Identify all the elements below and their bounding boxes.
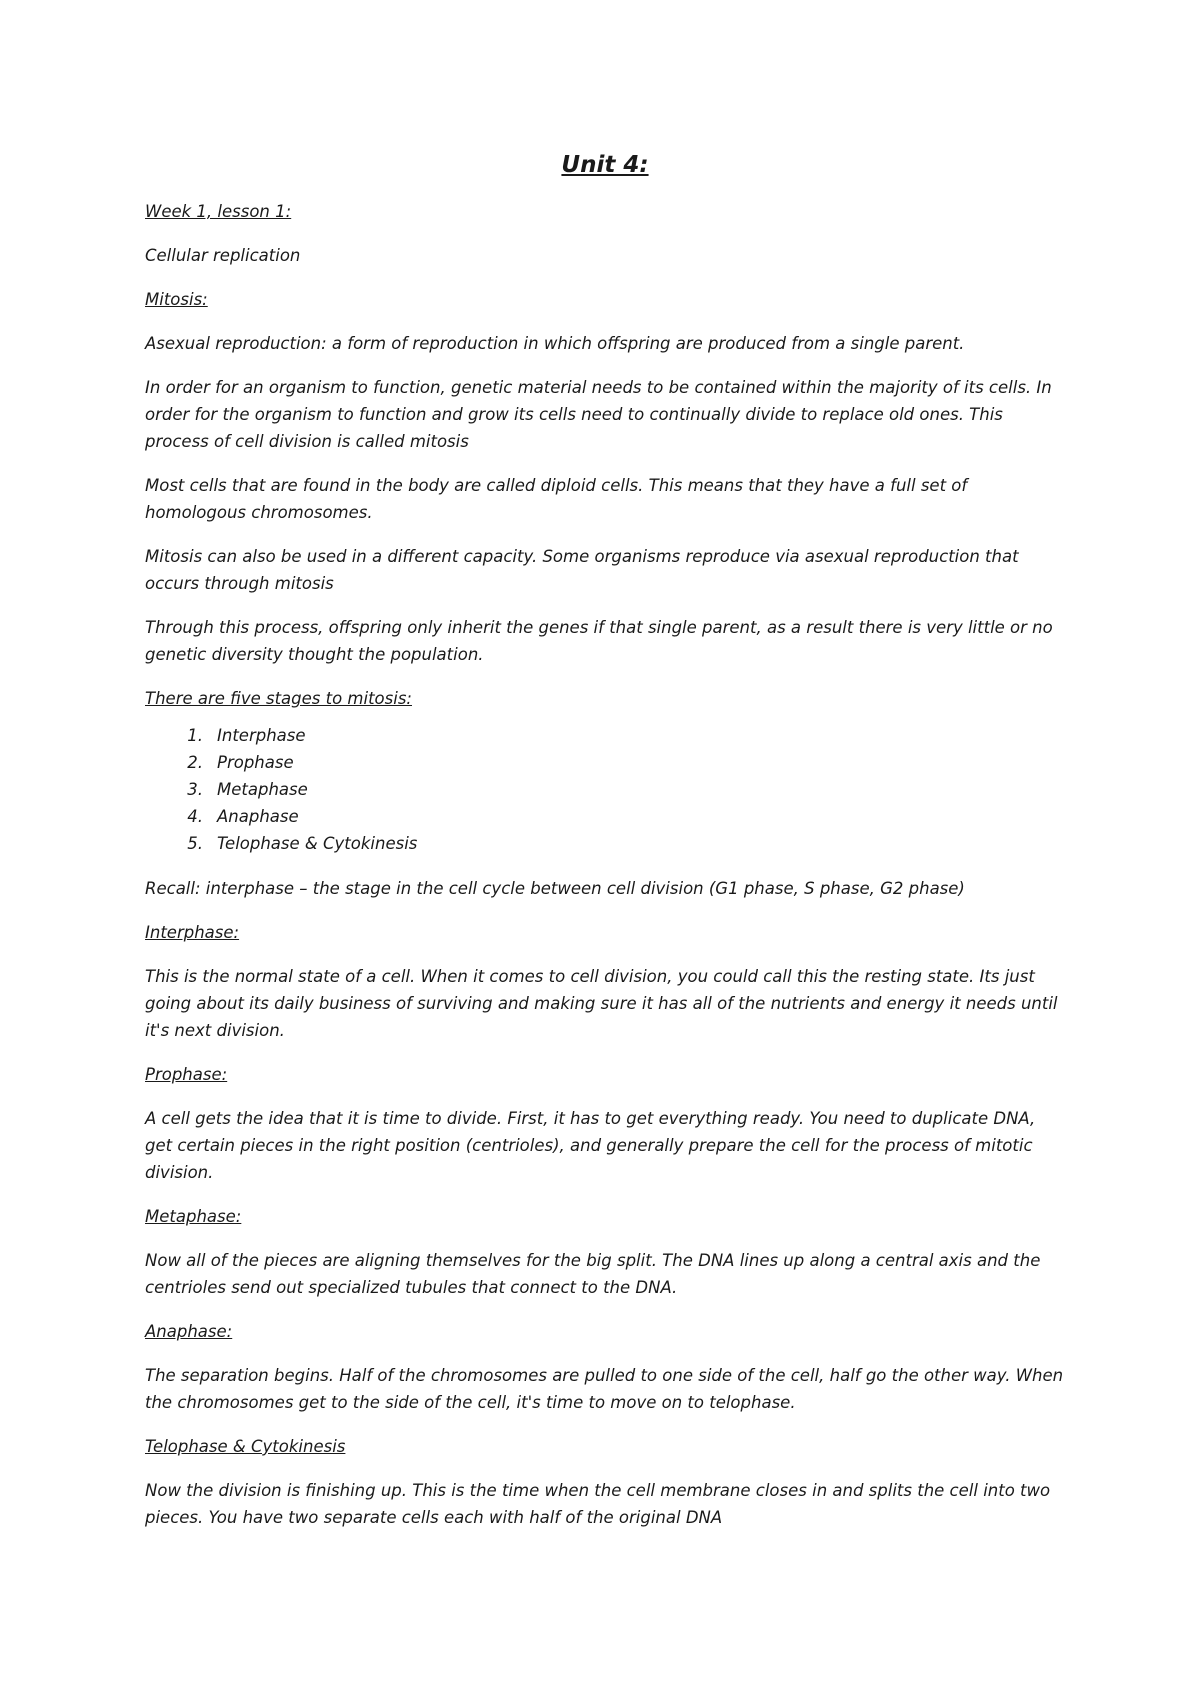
list-item — [145, 830, 1065, 857]
document-page — [145, 150, 1065, 1548]
metaphase-text: Now all of the pieces are aligning themselves for the big split. The DNA lines up along a central axis and the centrioles send out specialized tubules that connect to the DNA. — [145, 1251, 1041, 1297]
recall-paragraph: Recall: interphase – the stage in the cell cycle between cell division (G1 phase, S phase, G2 phase) — [145, 879, 965, 898]
list-label: Prophase — [217, 753, 294, 772]
list-number: 5. — [187, 834, 203, 853]
list-item — [145, 776, 1065, 803]
asexual-definition: Asexual reproduction: a form of reproduction in which offspring are produced from a single parent. — [145, 334, 965, 353]
stages-heading: There are five stages to mitosis: — [145, 689, 412, 708]
mitosis-heading: Mitosis: — [145, 290, 208, 309]
list-item — [145, 749, 1065, 776]
prophase-heading: Prophase: — [145, 1065, 228, 1084]
interphase-text: This is the normal state of a cell. When it comes to cell division, you could call this the resting state. Its just going about its daily business of surviving and making sure it has all of the nutrients and energy it needs until it's next division. — [145, 967, 1058, 1040]
list-number: 3. — [187, 780, 203, 799]
list-label: Telophase & Cytokinesis — [217, 834, 418, 853]
list-label: Metaphase — [217, 780, 308, 799]
list-number: 1. — [187, 726, 203, 745]
diversity-paragraph: Through this process, offspring only inherit the genes if that single parent, as a result there is very little or no genetic diversity thought the population. — [145, 618, 1053, 664]
list-number: 2. — [187, 753, 203, 772]
prophase-text: A cell gets the idea that it is time to divide. First, it has to get everything ready. You need to duplicate DNA, get certain pieces in the right position (centrioles), and generally prepare the cell for the process of mitotic division. — [145, 1109, 1036, 1182]
list-number: 4. — [187, 807, 203, 826]
interphase-heading: Interphase: — [145, 923, 240, 942]
telophase-text: Now the division is finishing up. This is the time when the cell membrane closes in and splits the cell into two pieces. You have two separate cells each with half of the original DNA — [145, 1481, 1051, 1527]
subject-line: Cellular replication — [145, 246, 301, 265]
function-paragraph: In order for an organism to function, genetic material needs to be contained within the majority of its cells. In order for the organism to function and grow its cells need to continually divide to replace old ones. This process of cell division is called mitosis — [145, 378, 1052, 451]
list-label: Interphase — [217, 726, 306, 745]
stages-list — [145, 722, 1065, 857]
telophase-heading: Telophase & Cytokinesis — [145, 1437, 346, 1456]
page-title: Unit 4: — [561, 152, 649, 178]
list-item — [145, 803, 1065, 830]
week-heading: Week 1, lesson 1: — [145, 202, 292, 221]
metaphase-heading: Metaphase: — [145, 1207, 242, 1226]
diploid-paragraph: Most cells that are found in the body are called diploid cells. This means that they have a full set of homologous chromosomes. — [145, 476, 968, 522]
capacity-paragraph: Mitosis can also be used in a different capacity. Some organisms reproduce via asexual reproduction that occurs through mitosis — [145, 547, 1019, 593]
anaphase-heading: Anaphase: — [145, 1322, 233, 1341]
anaphase-text: The separation begins. Half of the chromosomes are pulled to one side of the cell, half go the other way. When the chromosomes get to the side of the cell, it's time to move on to telophase. — [145, 1366, 1064, 1412]
list-item — [145, 722, 1065, 749]
list-label: Anaphase — [217, 807, 299, 826]
